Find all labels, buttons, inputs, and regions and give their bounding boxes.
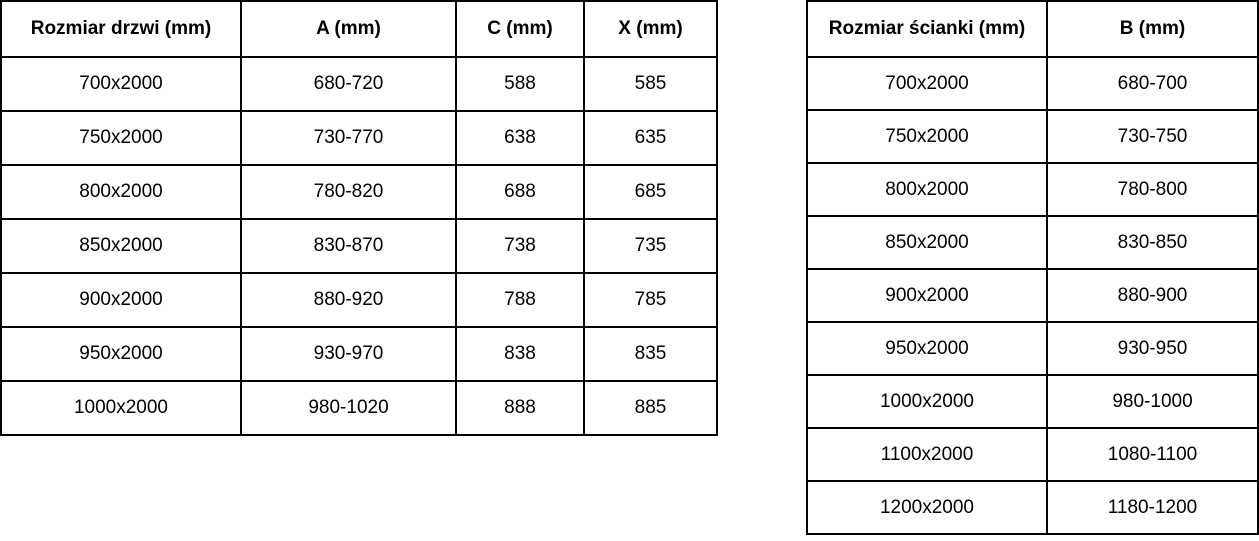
table-cell: 800x2000 — [1, 165, 241, 219]
table-cell: 688 — [456, 165, 584, 219]
table-cell: 700x2000 — [807, 57, 1047, 110]
table-cell: 880-920 — [241, 273, 456, 327]
table-header-row — [1, 1, 717, 57]
table-row — [807, 322, 1258, 375]
table-cell: 750x2000 — [1, 111, 241, 165]
table-cell: 980-1020 — [241, 381, 456, 435]
table-cell: 980-1000 — [1047, 375, 1258, 428]
table-cell: 735 — [584, 219, 717, 273]
table-cell: 1180-1200 — [1047, 481, 1258, 534]
table-cell: 885 — [584, 381, 717, 435]
table-cell: 800x2000 — [807, 163, 1047, 216]
table-row — [807, 57, 1258, 110]
table-cell: 680-700 — [1047, 57, 1258, 110]
table-cell: 930-970 — [241, 327, 456, 381]
table-cell: 635 — [584, 111, 717, 165]
table-cell: 830-870 — [241, 219, 456, 273]
table-cell: 950x2000 — [807, 322, 1047, 375]
table-row — [1, 327, 717, 381]
table-cell: 850x2000 — [1, 219, 241, 273]
table-cell: 1200x2000 — [807, 481, 1047, 534]
table-row — [807, 163, 1258, 216]
table-cell: 680-720 — [241, 57, 456, 111]
table-row — [807, 216, 1258, 269]
table-row — [807, 269, 1258, 322]
column-header: Rozmiar ścianki (mm) — [807, 1, 1047, 57]
table-cell: 730-770 — [241, 111, 456, 165]
table-cell: 738 — [456, 219, 584, 273]
column-header: C (mm) — [456, 1, 584, 57]
table-header-row — [807, 1, 1258, 57]
table-cell: 638 — [456, 111, 584, 165]
table-cell: 750x2000 — [807, 110, 1047, 163]
table-cell: 788 — [456, 273, 584, 327]
table-row — [1, 57, 717, 111]
table-cell: 850x2000 — [807, 216, 1047, 269]
table-cell: 830-850 — [1047, 216, 1258, 269]
table-cell: 588 — [456, 57, 584, 111]
table-cell: 900x2000 — [807, 269, 1047, 322]
table-cell: 785 — [584, 273, 717, 327]
wall-size-table — [806, 0, 1259, 535]
table-cell: 950x2000 — [1, 327, 241, 381]
table-cell: 930-950 — [1047, 322, 1258, 375]
table-row — [1, 273, 717, 327]
table-cell: 838 — [456, 327, 584, 381]
table-cell: 730-750 — [1047, 110, 1258, 163]
table-row — [1, 219, 717, 273]
column-header: A (mm) — [241, 1, 456, 57]
table-row — [1, 381, 717, 435]
table-row — [807, 375, 1258, 428]
table-cell: 780-800 — [1047, 163, 1258, 216]
table-row — [807, 110, 1258, 163]
table-cell: 1000x2000 — [807, 375, 1047, 428]
table-cell: 888 — [456, 381, 584, 435]
table-cell: 585 — [584, 57, 717, 111]
table-row — [807, 481, 1258, 534]
table-cell: 1100x2000 — [807, 428, 1047, 481]
table-cell: 835 — [584, 327, 717, 381]
column-header: X (mm) — [584, 1, 717, 57]
table-row — [807, 428, 1258, 481]
door-size-table — [0, 0, 718, 436]
column-header: B (mm) — [1047, 1, 1258, 57]
table-cell: 880-900 — [1047, 269, 1258, 322]
table-cell: 780-820 — [241, 165, 456, 219]
table-row — [1, 165, 717, 219]
table-row — [1, 111, 717, 165]
column-header: Rozmiar drzwi (mm) — [1, 1, 241, 57]
table-cell: 700x2000 — [1, 57, 241, 111]
table-cell: 1000x2000 — [1, 381, 241, 435]
table-cell: 1080-1100 — [1047, 428, 1258, 481]
table-cell: 685 — [584, 165, 717, 219]
table-cell: 900x2000 — [1, 273, 241, 327]
